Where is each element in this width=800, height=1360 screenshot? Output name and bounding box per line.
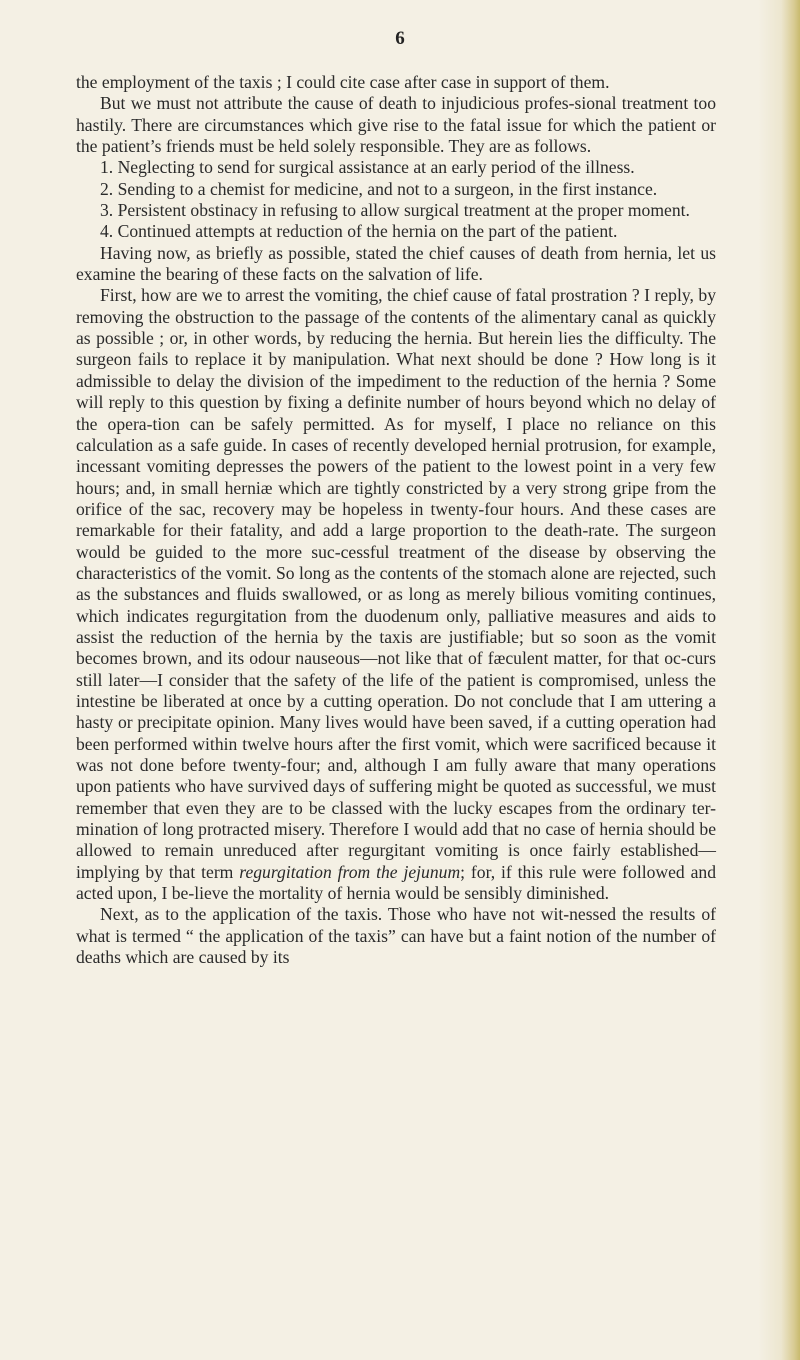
page-number: 6: [395, 28, 405, 49]
page-edge-shading: [758, 0, 800, 1360]
body-text: [76, 72, 716, 968]
paragraph-vomiting-end: ; for, if this rule were followed and acted upon, I be-lieve the mortality of hernia would be sensibly diminished.: [76, 861, 716, 904]
paragraph-salvation: Having now, as briefly as possible, stated the chief causes of death from hernia, let us examine the bearing of these facts on the salvation of life.: [76, 242, 716, 285]
list-item-1: 1. Neglecting to send for surgical assistance at an early period of the illness.: [100, 157, 635, 178]
list-item-4: 4. Continued attempts at reduction of the hernia on the part of the patient.: [100, 221, 618, 242]
italic-term: regurgitation from the jejunum: [239, 861, 461, 882]
paragraph-causes-intro: But we must not attribute the cause of death to injudicious profes-sional treatment too hastily. There are circumstances which give rise to the fatal issue for which the patient or the patient’s friends must be held solely responsible. They are as follows.: [76, 93, 716, 157]
paragraph-vomiting-text: First, how are we to arrest the vomiting, the chief cause of fatal prostration ? I reply, by removing the obstruction to the passage of the contents of the alimentary canal as quickly as possible ; or, in other words, by reducing the hernia. But herein lies the difficulty. The surgeon fails to replace it by manipulation. What next should be done ? How long is it admissible to delay the division of the impediment to the reduction of the hernia ? Some will reply to this question by fixing a definite number of hours beyond which no delay of the opera-tion can be safely permitted. As for myself, I place no reliance on this calculation as a safe guide. In cases of recently developed hernial protrusion, for example, incessant vomiting depresses the powers of the patient to the lowest point in a very few hours; and, in small herniæ which are tightly constricted by a very strong gripe from the orifice of the sac, recovery may be hopeless in twenty-four hours. And these cases are remarkable for their fatality, and add a large proportion to the death-rate. The surgeon would be guided to the more suc-cessful treatment of the disease by observing the characteristics of the vomit. So long as the contents of the stomach alone are rejected, such as the substances and fluids swallowed, or as long as merely bilious vomiting continues, which indicates regurgitation from the duodenum only, palliative measures and aids to assist the reduction of the hernia by the taxis are justifiable; but so soon as the vomit becomes brown, and its odour nauseous—not like that of fæculent matter, for that oc-curs still later—I consider that the safety of the life of the patient is compromised, unless the intestine be liberated at once by a cutting operation. Do not conclude that I am uttering a hasty or precipitate opinion. Many lives would have been saved, if a cutting operation had been performed within twelve hours after the first vomit, which were sacrificed because it was not done before twenty-four; and, although I am fully aware that many operations upon patients who have survived days of suffering might be quoted as successful, we must remember that even they are to be classed with the lucky escapes from the ordinary ter-mination of long protracted misery. Therefore I would add that no case of hernia should be allowed to remain unreduced after regurgitant vomiting is once fairly established—implying by that term: [76, 285, 716, 882]
list-item-3: 3. Persistent obstinacy in refusing to allow surgical treatment at the proper moment.: [100, 200, 690, 221]
paragraph-continuation: the employment of the taxis ; I could cite case after case in support of them.: [76, 72, 610, 92]
paragraph-taxis: Next, as to the application of the taxis. Those who have not wit-nessed the results of what is termed “ the application of the taxis” can have but a faint notion of the number of deaths which are caused by its: [76, 904, 716, 968]
list-item-2: 2. Sending to a chemist for medicine, and not to a surgeon, in the first instance.: [100, 178, 658, 199]
paragraph-vomiting: [76, 285, 716, 904]
